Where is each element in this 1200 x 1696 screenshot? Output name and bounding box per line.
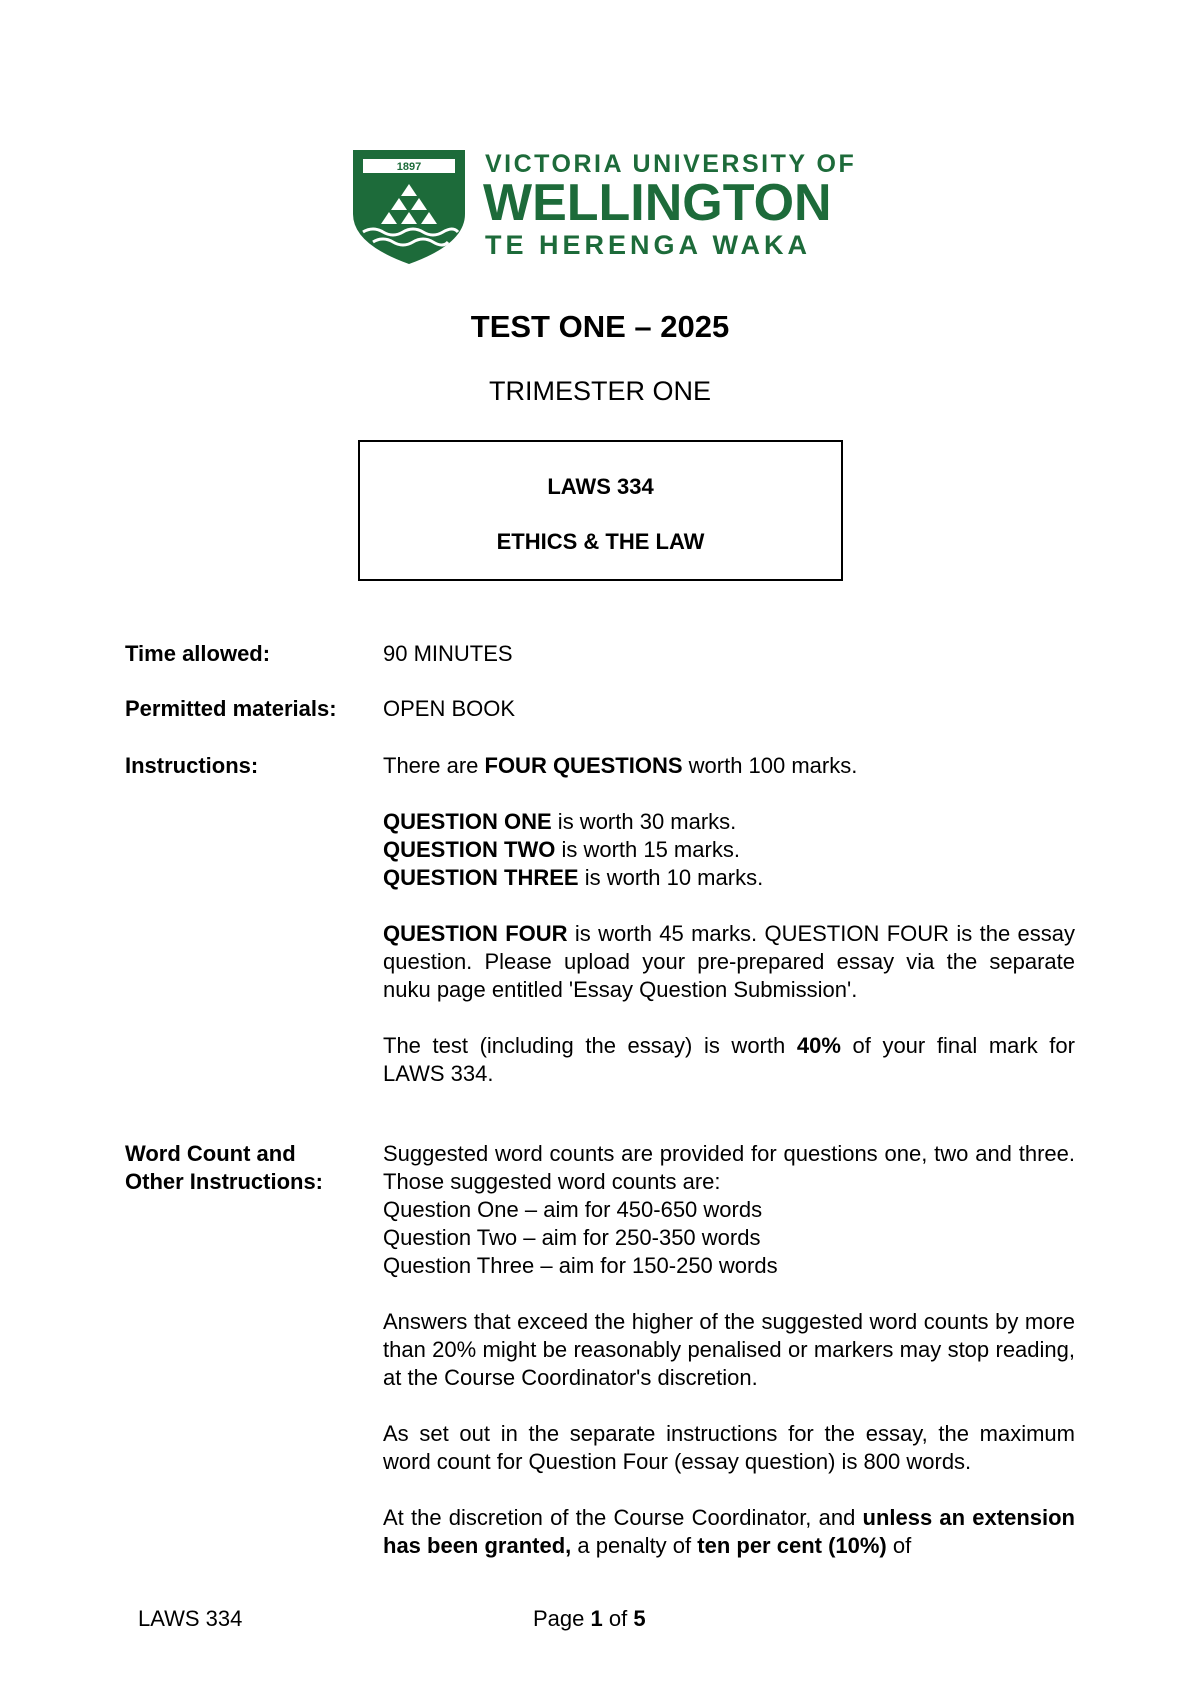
word-count-q2: Question Two – aim for 250-350 words: [383, 1225, 761, 1250]
question-two-line: QUESTION TWO is worth 15 marks.: [383, 837, 740, 862]
penalty-paragraph: At the discretion of the Course Coordinator, and unless an extension has been granted, a penalty of ten per cent (10%) of: [383, 1505, 1075, 1558]
trimester-heading: TRIMESTER ONE: [488, 376, 711, 406]
logo-line-1: VICTORIA UNIVERSITY OF: [485, 150, 857, 178]
university-logo: [313, 136, 893, 268]
course-code: LAWS 334: [547, 474, 654, 499]
instructions-label: Instructions:: [125, 753, 259, 778]
logo-year: 1897: [396, 161, 422, 173]
page-title: TEST ONE – 2025: [470, 309, 730, 344]
permitted-materials-label: Permitted materials:: [125, 696, 337, 721]
question-one-line: QUESTION ONE is worth 30 marks.: [383, 809, 737, 834]
logo-graphic: [313, 136, 893, 268]
time-allowed-value: 90 MINUTES: [383, 641, 513, 666]
logo-line-2: WELLINGTON: [483, 174, 832, 232]
word-count-label: Word Count and Other Instructions:: [125, 1141, 324, 1194]
course-box: [358, 440, 843, 581]
course-name: ETHICS & THE LAW: [496, 529, 705, 554]
logo-line-3: TE HERENGA WAKA: [485, 230, 812, 260]
essay-word-count-paragraph: As set out in the separate instructions for the essay, the maximum word count for Question Four (essay question) is 800 words.: [383, 1421, 1075, 1474]
instructions-intro: There are FOUR QUESTIONS worth 100 marks.: [383, 753, 858, 778]
test-worth-paragraph: The test (including the essay) is worth 40% of your final mark for LAWS 334.: [383, 1033, 1075, 1086]
instructions-block: [383, 752, 1075, 1088]
word-count-block: [383, 1140, 1075, 1560]
time-allowed-label: Time allowed:: [125, 641, 271, 666]
word-count-q1: Question One – aim for 450-650 words: [383, 1197, 763, 1222]
question-four-paragraph: QUESTION FOUR is worth 45 marks. QUESTION FOUR is the essay question. Please upload your pre-prepared essay via the separate nuku page entitled 'Essay Question Submission'.: [383, 921, 1075, 1002]
page-number: Page 1 of 5: [533, 1606, 646, 1631]
word-count-intro: Suggested word counts are provided for questions one, two and three. Those suggested word counts are:: [383, 1141, 1075, 1194]
permitted-materials-value: OPEN BOOK: [383, 696, 516, 721]
word-count-exceed-paragraph: Answers that exceed the higher of the suggested word counts by more than 20% might be reasonably penalised or markers may stop reading, at the Course Coordinator's discretion.: [383, 1309, 1075, 1390]
question-three-line: QUESTION THREE is worth 10 marks.: [383, 865, 764, 890]
footer-course-code: LAWS 334: [138, 1606, 243, 1631]
word-count-q3: Question Three – aim for 150-250 words: [383, 1253, 778, 1278]
